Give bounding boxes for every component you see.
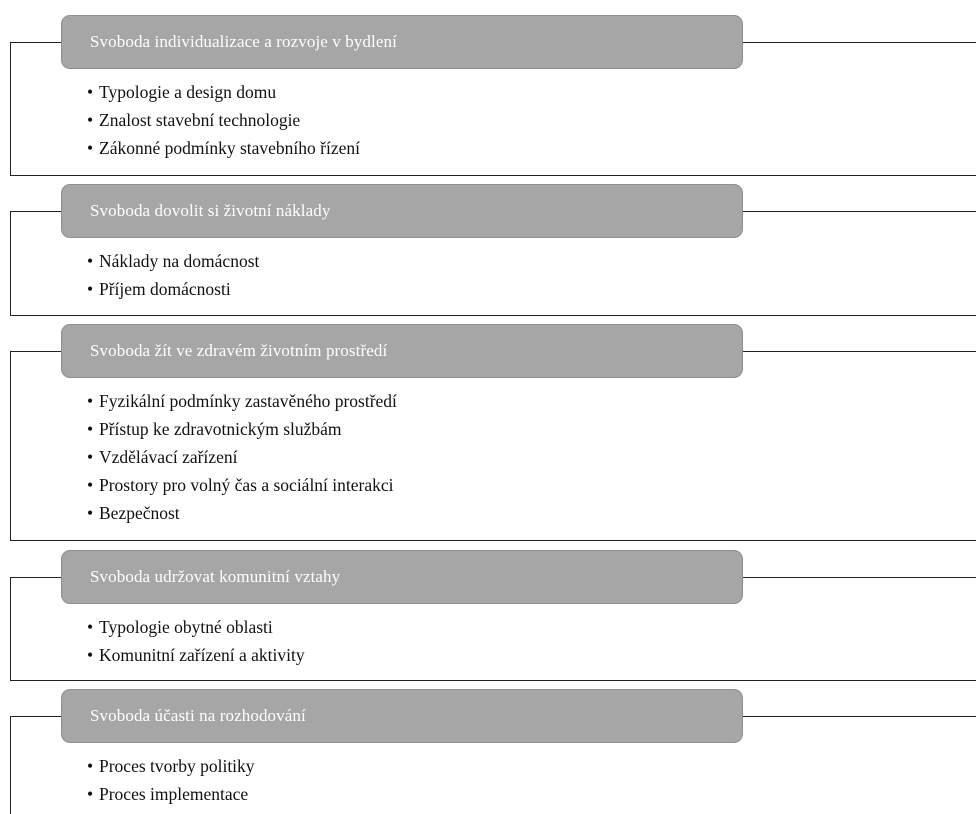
connector-line xyxy=(11,351,61,352)
list-item: • Příjem domácnosti xyxy=(87,275,259,303)
list-item: • Komunitní zařízení a aktivity xyxy=(87,641,305,669)
connector-line xyxy=(743,211,976,212)
connector-line xyxy=(743,716,976,717)
list-item: • Náklady na domácnost xyxy=(87,247,259,275)
section-decision-making xyxy=(10,706,976,814)
list-item: • Prostory pro volný čas a sociální interakci xyxy=(87,471,397,499)
section-community-relations xyxy=(10,567,976,681)
list-item: • Zákonné podmínky stavebního řízení xyxy=(87,134,360,162)
connector-line xyxy=(743,351,976,352)
bullet-list xyxy=(87,613,305,669)
section-header: Svoboda individualizace a rozvoje v bydlení xyxy=(61,15,743,69)
section-living-costs xyxy=(10,201,976,316)
section-header: Svoboda dovolit si životní náklady xyxy=(61,184,743,238)
list-item: • Bezpečnost xyxy=(87,499,397,527)
section-header: Svoboda žít ve zdravém životním prostředí xyxy=(61,324,743,378)
list-item: • Proces tvorby politiky xyxy=(87,752,255,780)
list-item: • Fyzikální podmínky zastavěného prostředí xyxy=(87,387,397,415)
section-individualization xyxy=(10,32,976,176)
list-item: • Typologie a design domu xyxy=(87,78,360,106)
list-item: • Proces implementace xyxy=(87,780,255,808)
connector-line xyxy=(11,211,61,212)
bullet-list xyxy=(87,752,255,808)
bullet-list xyxy=(87,387,397,527)
list-item: • Přístup ke zdravotnickým službám xyxy=(87,415,397,443)
section-header: Svoboda udržovat komunitní vztahy xyxy=(61,550,743,604)
connector-line xyxy=(743,42,976,43)
section-header: Svoboda účasti na rozhodování xyxy=(61,689,743,743)
list-item: • Znalost stavební technologie xyxy=(87,106,360,134)
connector-line xyxy=(11,577,61,578)
connector-line xyxy=(11,42,61,43)
connector-line xyxy=(743,577,976,578)
connector-line xyxy=(11,716,61,717)
list-item: • Typologie obytné oblasti xyxy=(87,613,305,641)
list-item: • Vzdělávací zařízení xyxy=(87,443,397,471)
bullet-list xyxy=(87,247,259,303)
section-healthy-environment xyxy=(10,341,976,541)
bullet-list xyxy=(87,78,360,162)
